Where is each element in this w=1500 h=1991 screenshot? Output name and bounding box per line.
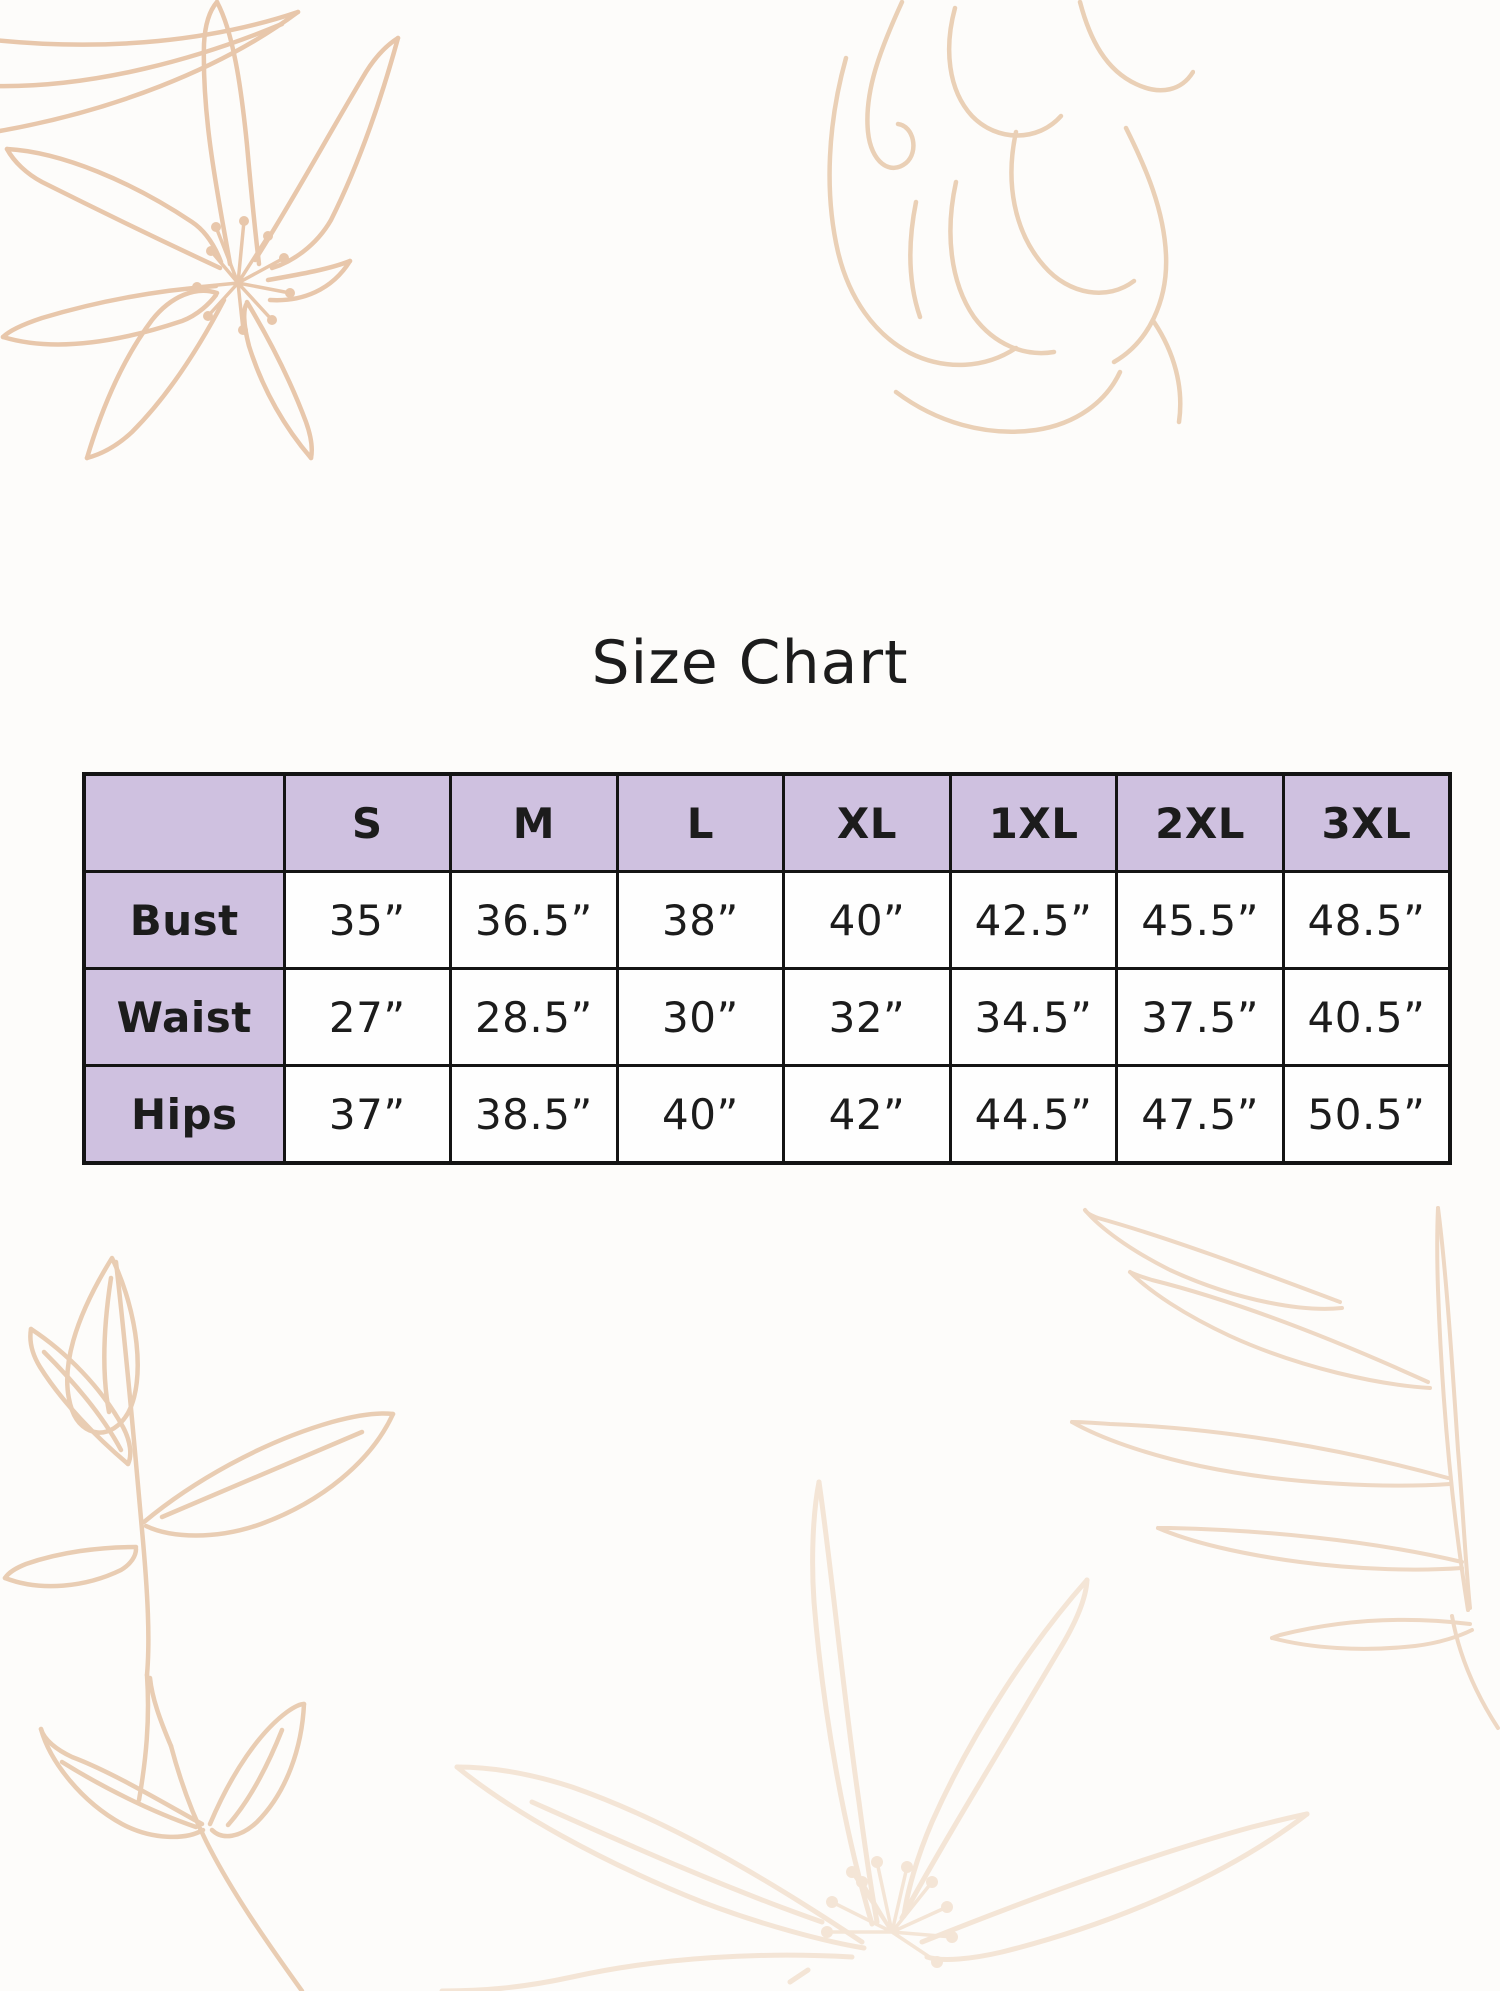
willow-leaves-icon bbox=[1000, 1180, 1500, 1740]
size-value-cell: 32” bbox=[784, 969, 951, 1066]
corner-cell bbox=[84, 774, 284, 872]
size-col-header-l: L bbox=[617, 774, 784, 872]
peony-flower-icon bbox=[650, 0, 1195, 460]
size-value-cell: 36.5” bbox=[451, 872, 618, 969]
size-value-cell: 38.5” bbox=[451, 1066, 618, 1164]
clematis-flower-icon bbox=[0, 0, 450, 480]
size-col-header-xl: XL bbox=[784, 774, 951, 872]
measure-row-label: Waist bbox=[84, 969, 284, 1066]
size-value-cell: 50.5” bbox=[1283, 1066, 1450, 1164]
table-row-hips bbox=[84, 1066, 1450, 1164]
size-value-cell: 38” bbox=[617, 872, 784, 969]
measure-row-label: Bust bbox=[84, 872, 284, 969]
measure-row-label: Hips bbox=[84, 1066, 284, 1164]
size-value-cell: 28.5” bbox=[451, 969, 618, 1066]
leaf-branch-icon bbox=[0, 1200, 460, 1991]
size-value-cell: 48.5” bbox=[1283, 872, 1450, 969]
size-col-header-1xl: 1XL bbox=[950, 774, 1117, 872]
size-value-cell: 42” bbox=[784, 1066, 951, 1164]
size-value-cell: 34.5” bbox=[950, 969, 1117, 1066]
size-value-cell: 40.5” bbox=[1283, 969, 1450, 1066]
size-value-cell: 40” bbox=[784, 872, 951, 969]
page-title: Size Chart bbox=[591, 628, 909, 698]
size-value-cell: 42.5” bbox=[950, 872, 1117, 969]
size-value-cell: 45.5” bbox=[1117, 872, 1284, 969]
table-header-row bbox=[84, 774, 1450, 872]
size-value-cell: 37” bbox=[284, 1066, 451, 1164]
table-row-bust bbox=[84, 872, 1450, 969]
size-col-header-s: S bbox=[284, 774, 451, 872]
table-row-waist bbox=[84, 969, 1450, 1066]
size-value-cell: 27” bbox=[284, 969, 451, 1066]
clematis-flower-icon bbox=[380, 1450, 1320, 1991]
size-value-cell: 30” bbox=[617, 969, 784, 1066]
size-value-cell: 44.5” bbox=[950, 1066, 1117, 1164]
size-value-cell: 47.5” bbox=[1117, 1066, 1284, 1164]
size-col-header-2xl: 2XL bbox=[1117, 774, 1284, 872]
size-value-cell: 37.5” bbox=[1117, 969, 1284, 1066]
size-value-cell: 40” bbox=[617, 1066, 784, 1164]
size-col-header-3xl: 3XL bbox=[1283, 774, 1450, 872]
size-chart-table bbox=[82, 772, 1452, 1165]
size-value-cell: 35” bbox=[284, 872, 451, 969]
size-col-header-m: M bbox=[451, 774, 618, 872]
